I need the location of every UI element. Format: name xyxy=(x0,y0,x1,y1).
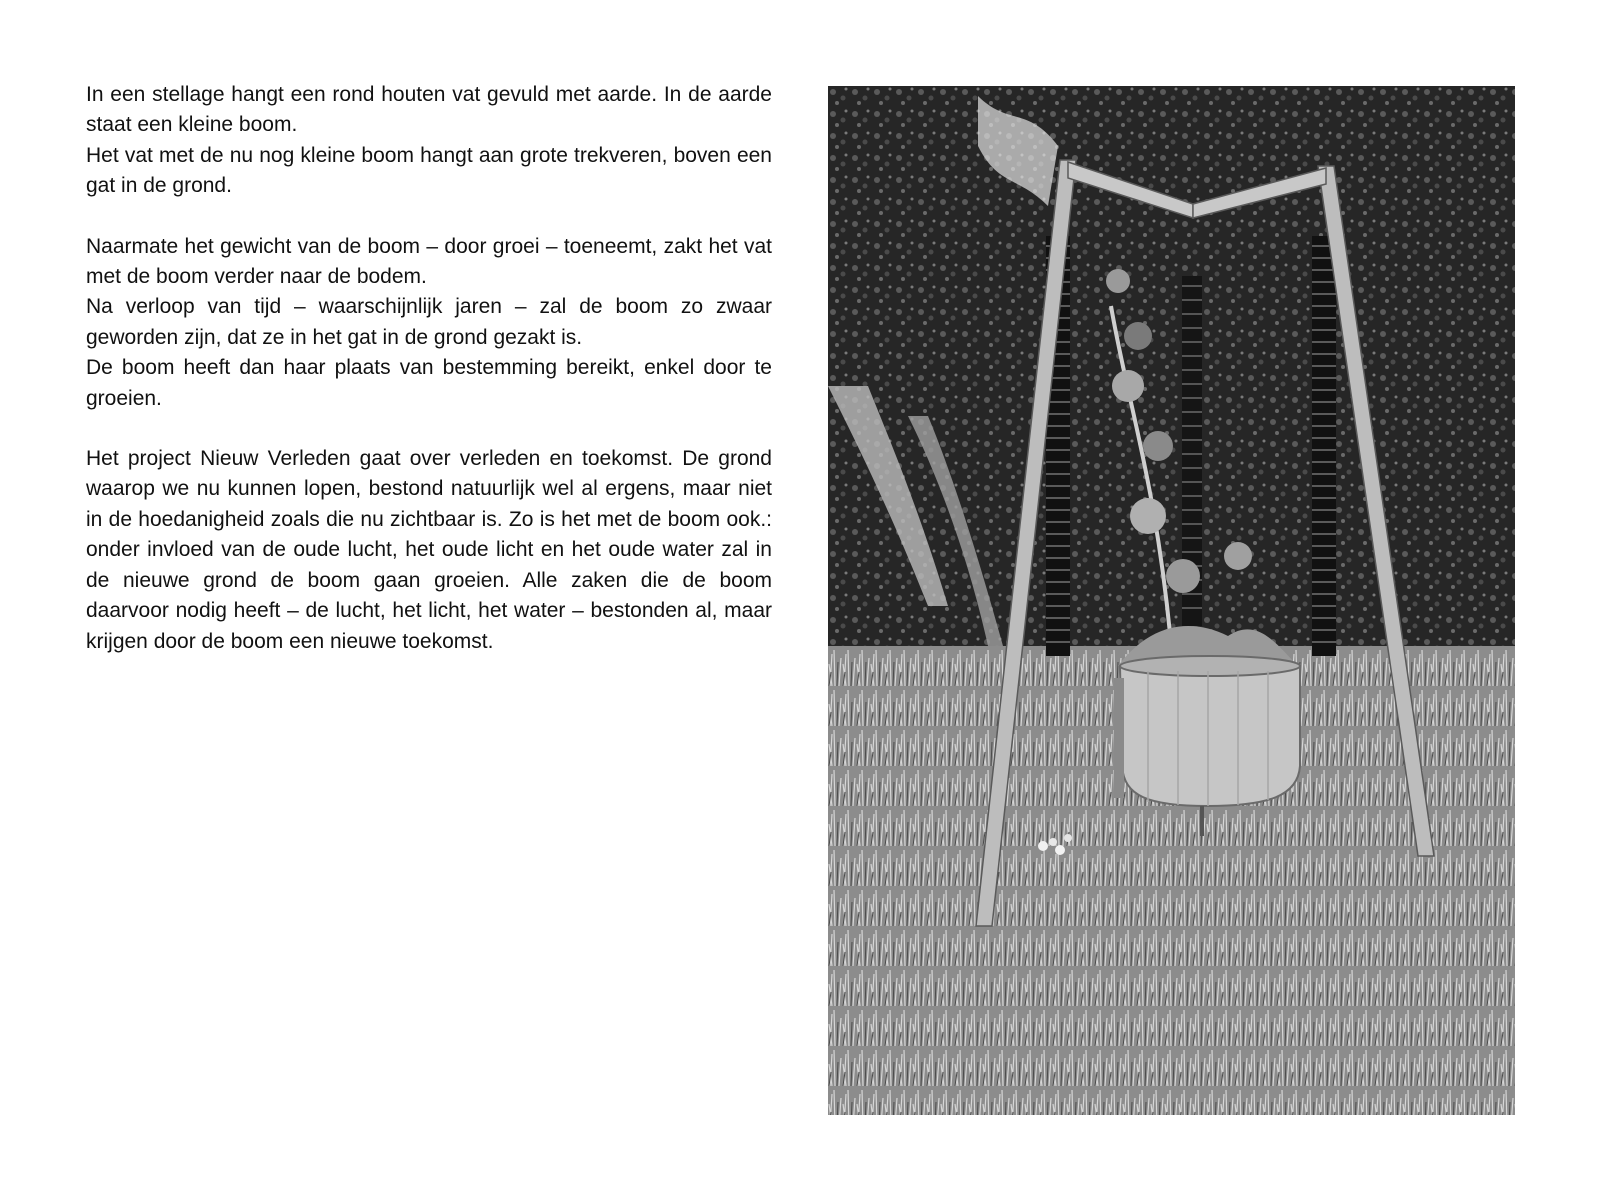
text-line: Het vat met de nu nog kleine boom hangt aan grote trekveren, boven een gat in de grond. xyxy=(86,143,772,198)
text-line: Naarmate het gewicht van de boom – door groei – toeneemt, zakt het vat met de boom verder naar de bodem. xyxy=(86,234,772,289)
photo-drawing xyxy=(828,86,1515,1115)
paragraph-gap xyxy=(86,414,772,444)
paragraph-gap xyxy=(86,202,772,232)
artwork-photo xyxy=(828,86,1515,1115)
text-line: In een stellage hangt een rond houten vat gevuld met aarde. In de aarde staat een kleine boom. xyxy=(86,83,772,137)
text-line: Na verloop van tijd – waarschijnlijk jaren – zal de boom zo zwaar geworden zijn, dat ze in het gat in de grond gezakt is. xyxy=(86,295,772,349)
text-column xyxy=(86,80,772,657)
text-line: Het project Nieuw Verleden gaat over verleden en toekomst. De grond waarop we nu kunnen lopen, bestond natuurlijk wel al ergens, maar niet in de hoedanigheid zoals die nu zichtbaar is. Zo is het met de boom ook.: onder invloed van de oude lucht, het oude licht en het oude water zal in de nieuwe grond de boom gaan groeien. Alle zaken die de boom daarvoor nodig heeft – de lucht, het licht, het water – bestonden al, maar krijgen door de boom een nieuwe toekomst. xyxy=(86,447,772,653)
spring-right xyxy=(1312,236,1336,656)
tree-foliage xyxy=(828,86,1515,706)
text-line: De boom heeft dan haar plaats van bestemming bereikt, enkel door te groeien. xyxy=(86,356,772,410)
